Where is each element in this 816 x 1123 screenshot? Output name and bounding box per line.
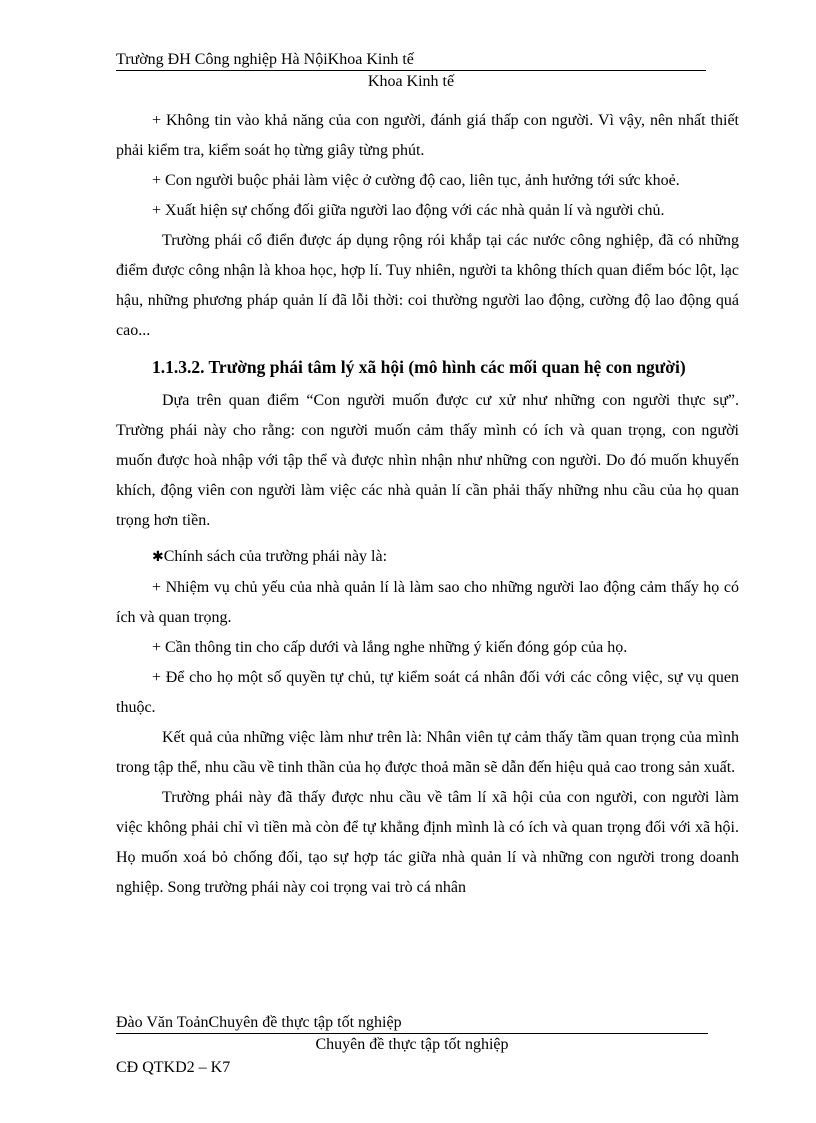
paragraph: + Để cho họ một số quyền tự chủ, tự kiểm soát cá nhân đối với các công việc, sự vụ quen thuộc. [116, 669, 739, 716]
paragraph: Trường phái này đã thấy được nhu cầu về tâm lí xã hội của con người, con người làm việc không phải chỉ vì tiền mà còn để tự khẳng định mình là có ích và quan trọng đối với xã hội. Họ muốn xoá bỏ chống đối, tạo sự hợp tác giữa nhà quản lí và những con người trong doanh nghiệp. Song trường phái này coi trọng vai trò cá nhân [116, 789, 739, 896]
paragraph: + Con người buộc phải làm việc ở cường độ cao, liên tục, ảnh hưởng tới sức khoẻ. [152, 172, 680, 189]
paragraph: + Không tin vào khả năng của con người, đánh giá thấp con người. Vì vậy, nên nhất thiết phải kiểm tra, kiểm soát họ từng giây từng phút. [116, 112, 739, 159]
section-heading: 1.1.3.2. Trường phái tâm lý xã hội (mô hình các mối quan hệ con người) [152, 357, 686, 377]
body-text [116, 106, 739, 903]
paragraph: + Nhiệm vụ chủ yếu của nhà quản lí là làm sao cho những người lao động cảm thấy họ có ích và quan trọng. [116, 579, 739, 626]
class-code: CĐ QTKD2 – K7 [116, 1059, 231, 1076]
policy-line [116, 542, 739, 573]
page-header-subtitle: Khoa Kinh tế [367, 73, 455, 90]
policy-label: Chính sách của trường phái này là: [163, 548, 388, 565]
page-header: Trường ĐH Công nghiệp Hà NộiKhoa Kinh tế [116, 50, 706, 71]
paragraph: Trường phái cổ điển được áp dụng rộng rói khắp tại các nước công nghiệp, đã có những điểm được công nhận là khoa học, hợp lí. Tuy nhiên, người ta không thích quan điểm bóc lột, lạc hậu, những phương pháp quản lí đã lỗi thời: coi thường người lao động, cường độ lao động quá cao... [116, 232, 739, 339]
paragraph: Dựa trên quan điểm “Con người muốn được cư xử như những con người thực sự”. Trường phái này cho rằng: con người muốn cảm thấy mình có ích và quan trọng, con người muốn được hoà nhập với tập thể và được nhìn nhận như những con người. Do đó muốn khuyến khích, động viên con người làm việc các nhà quản lí cần phải thấy những nhu cầu của họ quan trọng hơn tiền. [116, 392, 739, 529]
paragraph: + Cần thông tin cho cấp dưới và lắng nghe những ý kiến đóng góp của họ. [152, 639, 628, 656]
paragraph: Kết quả của những việc làm như trên là: Nhân viên tự cảm thấy tầm quan trọng của mình trong tập thể, nhu cầu về tinh thần của họ được thoả mãn sẽ dẫn đến hiệu quả cao trong sản xuất. [116, 729, 739, 776]
asterisk-icon: ✱ [152, 550, 164, 565]
page-footer: Đào Văn ToảnChuyên đề thực tập tốt nghiệp [116, 1013, 708, 1034]
page-footer-subtitle: Chuyên đề thực tập tốt nghiệp [315, 1036, 509, 1053]
paragraph: + Xuất hiện sự chống đối giữa người lao động với các nhà quản lí và người chủ. [152, 202, 665, 219]
